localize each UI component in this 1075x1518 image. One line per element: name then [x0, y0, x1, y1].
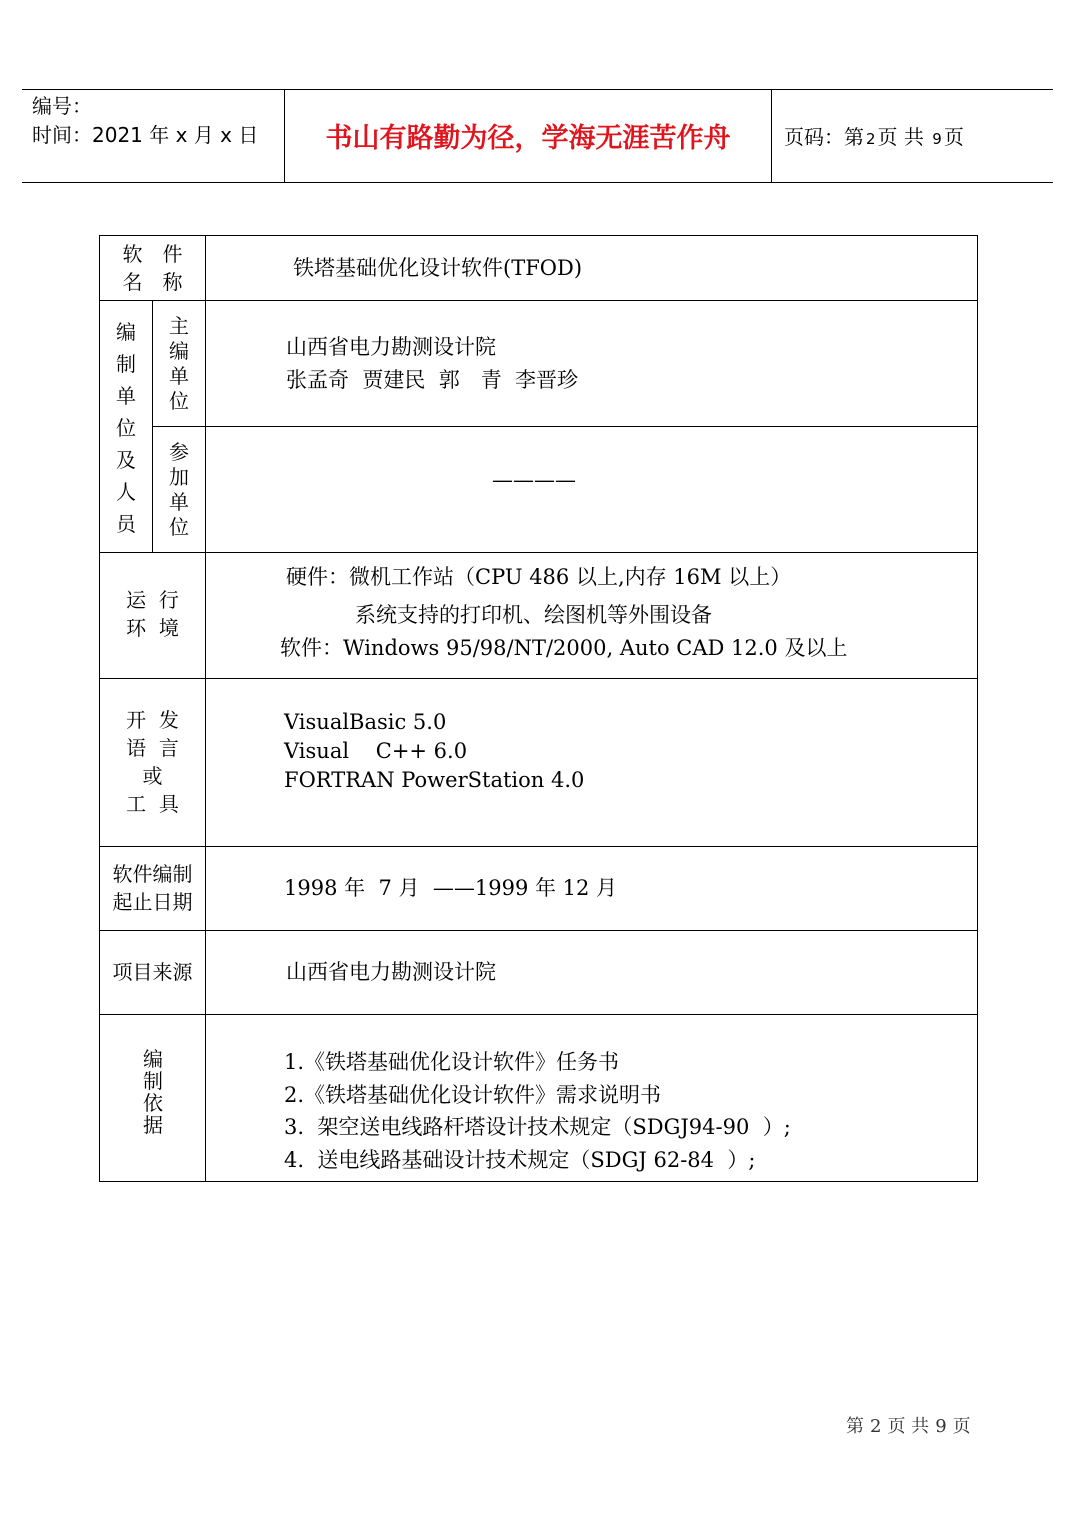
- dates-value: 1998 年 7 月 ——1999 年 12 月: [284, 876, 618, 900]
- row-divider: [152, 426, 977, 427]
- time-label: 时间：2021 年 x 月 x 日: [32, 123, 259, 147]
- header-divider: [771, 89, 772, 182]
- row-divider: [100, 678, 977, 679]
- basis-item: 4. 送电线路基础设计技术规定（SDGJ 62-84 ）;: [284, 1147, 756, 1172]
- partner-org-value: ————: [492, 468, 576, 492]
- main-org-people: 张孟奇 贾建民 郭 青 李晋珍: [286, 368, 579, 392]
- column-divider: [152, 300, 153, 552]
- row-divider: [100, 846, 977, 847]
- main-org-name: 山西省电力勘测设计院: [286, 335, 496, 359]
- language-item: Visual C++ 6.0: [284, 739, 468, 763]
- header-meta: [32, 92, 258, 150]
- main-org-label: 主 编 单 位: [169, 314, 189, 413]
- org-outer-label: 编 制 单 位 及 人 员: [116, 320, 136, 536]
- environment-hardware: 硬件：微机工作站（CPU 486 以上,内存 16M 以上）: [286, 565, 792, 589]
- footer-page-number: 第 2 页 共 9 页: [846, 1416, 971, 1437]
- language-item: VisualBasic 5.0: [284, 710, 447, 734]
- software-info-table: [99, 235, 978, 1182]
- header-page-number: [784, 121, 964, 150]
- basis-list: [284, 1046, 791, 1176]
- page-total: 9: [932, 130, 942, 148]
- language-value: [284, 708, 584, 795]
- environment-value: [286, 558, 791, 634]
- basis-item: 2.《铁塔基础优化设计软件》需求说明书: [284, 1082, 662, 1107]
- environment-peripherals: 系统支持的打印机、绘图机等外围设备: [355, 603, 712, 627]
- header-bottom-rule: [22, 182, 1053, 183]
- page-prefix: 页码：第: [784, 125, 864, 149]
- row-divider: [100, 930, 977, 931]
- basis-item: 1.《铁塔基础优化设计软件》任务书: [284, 1050, 620, 1074]
- page-mid: 页 共: [877, 125, 924, 149]
- page-current: 2: [866, 130, 876, 148]
- page-suffix: 页: [943, 125, 964, 149]
- language-label: 开 发 语 言 或 工 具: [126, 708, 179, 816]
- basis-label: 编 制 依 据: [143, 1047, 163, 1137]
- column-divider: [205, 236, 206, 1181]
- basis-item: 3. 架空送电线路杆塔设计技术规定（SDGJ94-90 ）;: [284, 1115, 791, 1139]
- row-divider: [100, 300, 977, 301]
- serial-label: 编号：: [32, 94, 92, 118]
- main-org-value: [286, 331, 578, 397]
- source-label: 项目来源: [112, 960, 193, 984]
- source-value: 山西省电力勘测设计院: [286, 960, 496, 984]
- dates-label: 软件编制 起止日期: [112, 862, 193, 914]
- software-name-label: 软 件 名 称: [122, 242, 183, 294]
- software-name-value: 铁塔基础优化设计软件(TFOD): [293, 256, 583, 280]
- environment-software: 软件：Windows 95/98/NT/2000, Auto CAD 12.0 及以上: [280, 636, 848, 660]
- language-item: FORTRAN PowerStation 4.0: [284, 768, 585, 792]
- row-divider: [100, 1014, 977, 1015]
- row-divider: [100, 552, 977, 553]
- environment-label: 运 行 环 境: [126, 588, 179, 640]
- header-motto: 书山有路勤为径，学海无涯苦作舟: [325, 123, 731, 154]
- partner-org-label: 参 加 单 位: [169, 440, 189, 539]
